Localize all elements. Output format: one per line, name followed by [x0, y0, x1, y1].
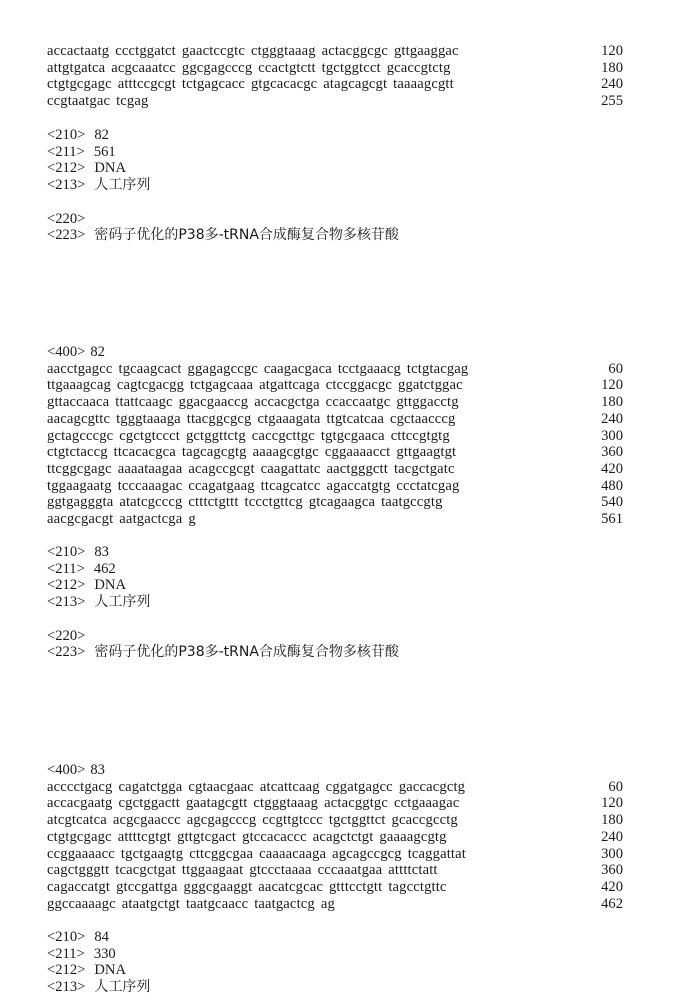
sequence-position: 180	[601, 812, 623, 829]
field-tag213	[47, 594, 150, 611]
field-tag211	[47, 144, 116, 161]
sequence-position: 120	[601, 377, 623, 394]
sequence-position: 120	[601, 795, 623, 812]
field-value: 561	[93, 143, 116, 160]
sequence-row: ggtgagggta atatcgcccg ctttctgttt tccctgttcg gtcagaagca taatgccgtg	[47, 494, 443, 511]
field-tag220	[47, 628, 85, 645]
field-tag: <213>	[47, 979, 86, 996]
sequence-row: ctgtgcgagc atttccgcgt tctgagcacc gtgcacacgc atagcagcgt taaaagcgtt	[47, 76, 454, 93]
field-tag: <213>	[47, 177, 86, 194]
field-tag223	[47, 227, 399, 244]
field-tag: <211>	[47, 945, 85, 962]
field-tag400	[47, 762, 105, 779]
field-tag: <210>	[47, 929, 86, 945]
sequence-row: aacctgagcc tgcaagcact ggagagccgc caagacgaca tcctgaaacg tctgtacgag	[47, 360, 469, 377]
field-tag: <223>	[47, 644, 86, 661]
sequence-position: 360	[601, 444, 623, 461]
sequence-row: gctagcccgc cgctgtccct gctggttctg caccgcttgc tgtgcgaaca cttccgtgtg	[47, 427, 450, 444]
field-tag: <211>	[47, 143, 85, 160]
field-tag211	[47, 946, 116, 963]
sequence-position: 300	[601, 845, 623, 862]
sequence-row: aacgcgacgt aatgactcga g	[47, 511, 196, 527]
field-tag212	[47, 577, 126, 594]
field-value: 330	[93, 945, 116, 962]
sequence-row: accactaatg ccctggatct gaactccgtc ctgggtaaag actacggcgc gttgaaggac	[47, 43, 459, 59]
field-value: 82	[94, 127, 109, 143]
sequence-position: 180	[601, 394, 623, 411]
sequence-row: attgtgatca acgcaaatcc ggcgagcccg ccactgtctt tgctggtcct gcaccgtctg	[47, 59, 451, 76]
field-value: 84	[94, 929, 109, 945]
field-value: DNA	[94, 577, 126, 594]
sequence-row: ctgtctaccg ttcacacgca tagcagcgtg aaaagcgtgc cggaaaacct gttgaagtgt	[47, 444, 457, 461]
field-tag: <212>	[47, 577, 86, 594]
field-tag210	[47, 127, 109, 144]
sequence-position: 120	[601, 43, 623, 59]
sequence-row: ggccaaaagc ataatgctgt taatgcaacc taatgactcg ag	[47, 895, 335, 912]
field-tag: <212>	[47, 160, 86, 177]
sequence-position: 540	[601, 494, 623, 511]
sequence-position: 240	[601, 76, 623, 93]
field-tag: <210>	[47, 127, 86, 143]
field-value: 462	[93, 560, 116, 577]
sequence-row: ttcggcgagc aaaataagaa acagccgcgt caagattatc aactgggctt tacgctgatc	[47, 460, 455, 477]
field-tag211	[47, 561, 116, 578]
field-tag220	[47, 211, 85, 228]
sequence-position: 60	[608, 778, 623, 795]
sequence-row: accacgaatg cgctggactt gaatagcgtt ctgggtaaag actacggtgc cctgaaagac	[47, 795, 460, 812]
sequence-row: ttgaaagcag cagtcgacgg tctgagcaaa atgattcaga ctccggacgc ggatctggac	[47, 377, 463, 394]
sequence-position: 561	[601, 511, 623, 527]
sequence-row: ccgtaatgac tcgag	[47, 93, 149, 110]
field-tag212	[47, 962, 126, 979]
field-value: 82	[90, 344, 105, 360]
sequence-row: acccctgacg cagatctgga cgtaacgaac atcattcaag cggatgagcc gaccacgctg	[47, 778, 466, 795]
field-tag: <223>	[47, 227, 86, 244]
sequence-position: 240	[601, 828, 623, 845]
field-tag400	[47, 344, 105, 361]
field-tag: <220>	[47, 627, 86, 644]
field-tag: <400>	[47, 762, 86, 778]
sequence-row: cagaccatgt gtccgattga gggcgaaggt aacatcgcac gtttcctgtt tagcctgttc	[47, 878, 447, 895]
sequence-position: 180	[601, 59, 623, 76]
field-tag212	[47, 160, 126, 177]
sequence-row: ctgtgcgagc attttcgtgt gttgtcgact gtccacaccc acagctctgt gaaaagcgtg	[47, 828, 447, 845]
field-value: 密码子优化的P38多-tRNA合成酶复合物多核苷酸	[94, 644, 399, 661]
sequence-position: 300	[601, 427, 623, 444]
sequence-position: 240	[601, 410, 623, 427]
field-value: 密码子优化的P38多-tRNA合成酶复合物多核苷酸	[94, 227, 399, 244]
sequence-position: 480	[601, 477, 623, 494]
sequence-row: gttaccaaca ttattcaagc ggacgaaccg accacgctga ccaccaatgc gttggacctg	[47, 394, 459, 411]
field-value: 人工序列	[94, 594, 151, 611]
sequence-position: 420	[601, 460, 623, 477]
field-tag: <212>	[47, 962, 86, 979]
sequence-position: 462	[601, 895, 623, 912]
sequence-position: 360	[601, 862, 623, 879]
field-tag: <210>	[47, 544, 86, 560]
field-value: 人工序列	[94, 177, 151, 194]
sequence-position: 420	[601, 878, 623, 895]
field-value: 83	[94, 544, 109, 560]
field-value: 人工序列	[94, 979, 151, 996]
field-tag: <213>	[47, 594, 86, 611]
field-tag210	[47, 929, 109, 946]
field-tag213	[47, 979, 150, 996]
field-tag213	[47, 177, 150, 194]
field-value: DNA	[94, 962, 126, 979]
field-tag: <220>	[47, 210, 86, 227]
sequence-row: aacagcgttc tgggtaaaga ttacggcgcg ctgaaagata ttgtcatcaa cgctaacccg	[47, 410, 456, 427]
field-tag223	[47, 644, 399, 661]
field-value: 83	[90, 762, 105, 778]
sequence-row: tggaagaatg tcccaaagac ccagatgaag ttcagcatcc agaccatgtg ccctatcgag	[47, 477, 460, 494]
sequence-position: 60	[608, 360, 623, 377]
sequence-position: 255	[601, 93, 623, 110]
field-tag: <211>	[47, 560, 85, 577]
sequence-row: ccggaaaacc tgctgaagtg cttcggcgaa caaaacaaga agcagccgcg tcaggattat	[47, 845, 466, 862]
field-tag: <400>	[47, 344, 86, 360]
sequence-row: cagctgggtt tcacgctgat ttggaagaat gtccctaaaa cccaaatgaa attttctatt	[47, 862, 438, 879]
field-value: DNA	[94, 160, 126, 177]
field-tag210	[47, 544, 109, 561]
sequence-row: atcgtcatca acgcgaaccc agcgagcccg ccgttgtccc tgctggttct gcaccgcctg	[47, 812, 458, 829]
